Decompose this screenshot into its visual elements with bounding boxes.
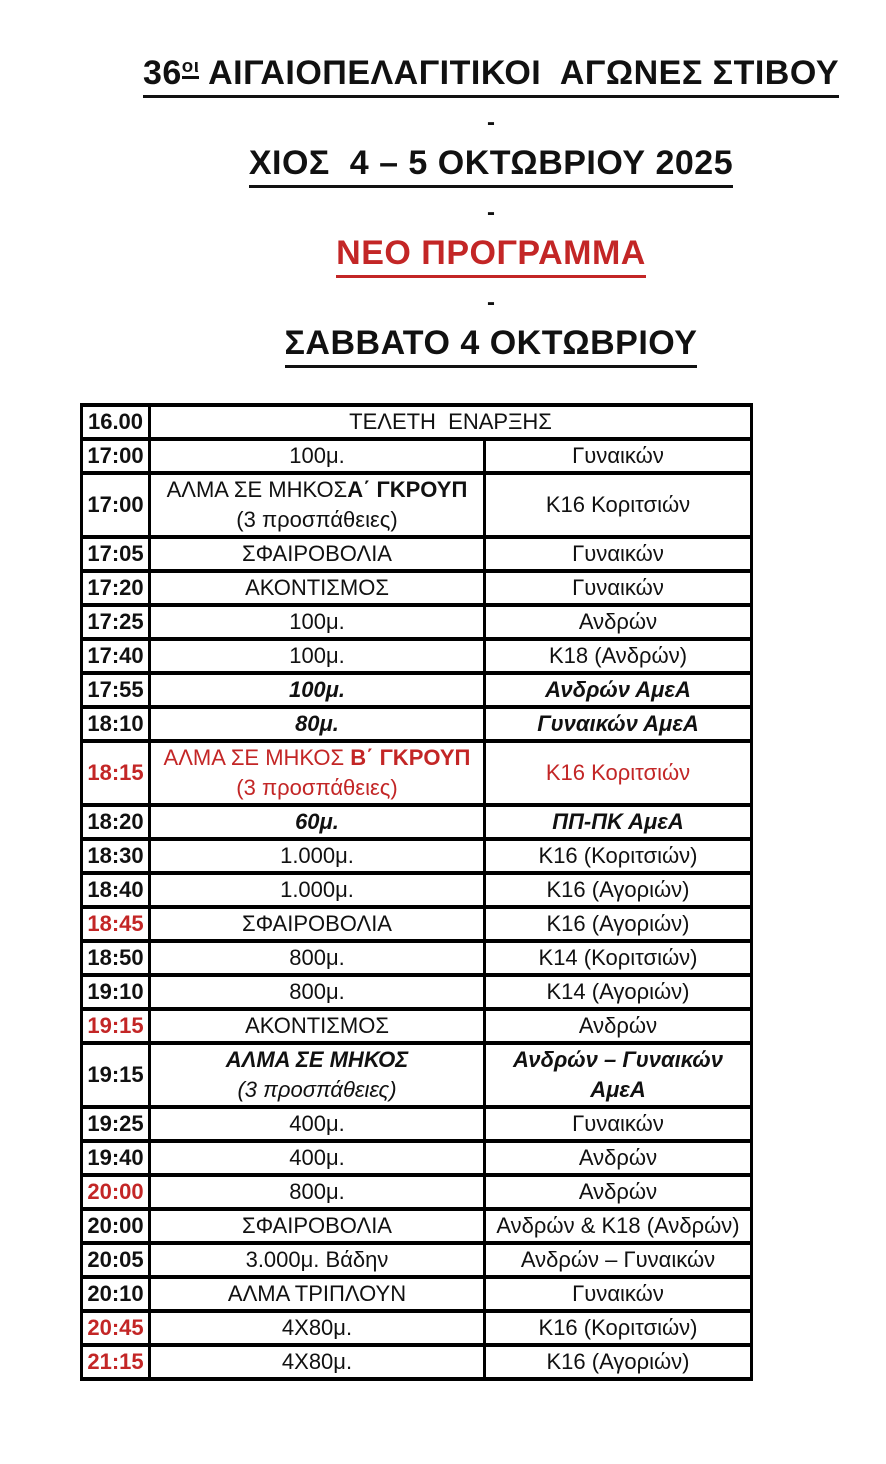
category-cell: Γυναικών [485, 439, 752, 473]
separator-dash: - [487, 109, 495, 137]
event-cell: 3.000μ. Βάδην [150, 1243, 485, 1277]
time-cell: 18:20 [82, 805, 150, 839]
event-cell: 100μ. [150, 439, 485, 473]
category-cell: Κ14 (Κοριτσιών) [485, 941, 752, 975]
table-row [82, 1107, 752, 1141]
subtitle-location-date: ΧΙΟΣ 4 – 5 ΟΚΤΩΒΡΙΟΥ 2025 [96, 144, 886, 183]
event-cell: ΑΛΜΑ ΣΕ ΜΗΚΟΣΑ΄ ΓΚΡΟΥΠ (3 προσπάθειες) [150, 473, 485, 537]
event-cell: ΑΛΜΑ ΣΕ ΜΗΚΟΣ (3 προσπάθειες) [150, 1043, 485, 1107]
time-cell: 18:50 [82, 941, 150, 975]
table-row [82, 473, 752, 537]
category-cell: ΠΠ-ΠΚ ΑμεΑ [485, 805, 752, 839]
event-cell: 400μ. [150, 1141, 485, 1175]
category-cell: Γυναικών [485, 1277, 752, 1311]
day-title: ΣΑΒΒΑΤΟ 4 ΟΚΤΩΒΡΙΟΥ [96, 324, 886, 363]
table-row [82, 571, 752, 605]
event-cell: ΣΦΑΙΡΟΒΟΛΙΑ [150, 1209, 485, 1243]
category-cell: Ανδρών [485, 605, 752, 639]
time-cell: 18:45 [82, 907, 150, 941]
time-cell: 19:15 [82, 1043, 150, 1107]
time-cell: 17:25 [82, 605, 150, 639]
category-cell: Ανδρών – Γυναικών [485, 1243, 752, 1277]
time-cell: 18:40 [82, 873, 150, 907]
event-cell: 80μ. [150, 707, 485, 741]
event-cell: 800μ. [150, 941, 485, 975]
time-cell: 18:15 [82, 741, 150, 805]
schedule-table [80, 403, 753, 1381]
category-cell: Κ14 (Αγοριών) [485, 975, 752, 1009]
event-cell: 800μ. [150, 1175, 485, 1209]
time-cell: 20:10 [82, 1277, 150, 1311]
table-row [82, 741, 752, 805]
event-cell: ΣΦΑΙΡΟΒΟΛΙΑ [150, 537, 485, 571]
category-cell: Γυναικών [485, 1107, 752, 1141]
event-cell: 400μ. [150, 1107, 485, 1141]
table-row [82, 873, 752, 907]
category-cell: Ανδρών [485, 1009, 752, 1043]
table-row [82, 1209, 752, 1243]
event-cell: 1.000μ. [150, 839, 485, 873]
event-cell: ΑΛΜΑ ΣΕ ΜΗΚΟΣ Β΄ ΓΚΡΟΥΠ (3 προσπάθειες) [150, 741, 485, 805]
event-cell: ΣΦΑΙΡΟΒΟΛΙΑ [150, 907, 485, 941]
time-cell: 17:00 [82, 473, 150, 537]
event-cell: 100μ. [150, 673, 485, 707]
table-row [82, 839, 752, 873]
category-cell: Κ16 (Αγοριών) [485, 873, 752, 907]
time-cell: 18:10 [82, 707, 150, 741]
category-cell: Κ16 (Κοριτσιών) [485, 839, 752, 873]
category-cell: Ανδρών – Γυναικών ΑμεΑ [485, 1043, 752, 1107]
time-cell: 19:15 [82, 1009, 150, 1043]
event-cell: 800μ. [150, 975, 485, 1009]
table-row [82, 907, 752, 941]
time-cell: 20:45 [82, 1311, 150, 1345]
time-cell: 17:40 [82, 639, 150, 673]
event-cell: 100μ. [150, 605, 485, 639]
title-number: 36 [142, 54, 182, 92]
category-cell: Γυναικών [485, 537, 752, 571]
table-row [82, 639, 752, 673]
category-cell: Κ16 (Αγοριών) [485, 907, 752, 941]
program-label: ΝΕΟ ΠΡΟΓΡΑΜΜΑ [96, 234, 886, 273]
category-cell: Γυναικών [485, 571, 752, 605]
time-cell: 17:55 [82, 673, 150, 707]
time-cell: 20:05 [82, 1243, 150, 1277]
table-row [82, 1277, 752, 1311]
table-row [82, 1345, 752, 1379]
page-title [96, 54, 886, 93]
table-row [82, 1141, 752, 1175]
table-row [82, 439, 752, 473]
schedule-table-body [82, 405, 752, 1379]
category-cell: Κ16 (Κοριτσιών) [485, 1311, 752, 1345]
event-cell: 60μ. [150, 805, 485, 839]
time-cell: 17:20 [82, 571, 150, 605]
table-row [82, 941, 752, 975]
table-row [82, 805, 752, 839]
table-row [82, 405, 752, 439]
time-cell: 20:00 [82, 1175, 150, 1209]
event-cell: 100μ. [150, 639, 485, 673]
event-cell: ΑΚΟΝΤΙΣΜΟΣ [150, 571, 485, 605]
table-row [82, 1043, 752, 1107]
event-cell: 4Χ80μ. [150, 1345, 485, 1379]
time-cell: 18:30 [82, 839, 150, 873]
table-row [82, 975, 752, 1009]
table-row [82, 707, 752, 741]
category-cell: Ανδρών [485, 1141, 752, 1175]
category-cell: Κ16 (Αγοριών) [485, 1345, 752, 1379]
table-row [82, 673, 752, 707]
time-cell: 17:00 [82, 439, 150, 473]
table-row [82, 605, 752, 639]
event-cell: ΑΛΜΑ ΤΡΙΠΛΟΥΝ [150, 1277, 485, 1311]
category-cell: Ανδρών ΑμεΑ [485, 673, 752, 707]
event-cell: ΤΕΛΕΤΗ ΕΝΑΡΞΗΣ [150, 405, 752, 439]
document-header [96, 0, 886, 363]
category-cell: Γυναικών ΑμεΑ [485, 707, 752, 741]
category-cell: Ανδρών [485, 1175, 752, 1209]
separator-dash: - [487, 199, 495, 227]
time-cell: 19:40 [82, 1141, 150, 1175]
event-cell: 4Χ80μ. [150, 1311, 485, 1345]
time-cell: 20:00 [82, 1209, 150, 1243]
category-cell: Κ16 Κοριτσιών [485, 741, 752, 805]
time-cell: 19:10 [82, 975, 150, 1009]
title-ordinal: οι [182, 55, 200, 79]
title-text: ΑΙΓΑΙΟΠΕΛΑΓΙΤΙΚΟΙ ΑΓΩΝΕΣ ΣΤΙΒΟΥ [199, 54, 840, 92]
separator-dash: - [487, 289, 495, 317]
table-row [82, 1175, 752, 1209]
event-cell: 1.000μ. [150, 873, 485, 907]
event-cell: ΑΚΟΝΤΙΣΜΟΣ [150, 1009, 485, 1043]
time-cell: 16.00 [82, 405, 150, 439]
table-row [82, 1243, 752, 1277]
category-cell: Κ16 Κοριτσιών [485, 473, 752, 537]
time-cell: 19:25 [82, 1107, 150, 1141]
table-row [82, 1009, 752, 1043]
category-cell: Ανδρών & Κ18 (Ανδρών) [485, 1209, 752, 1243]
time-cell: 17:05 [82, 537, 150, 571]
category-cell: Κ18 (Ανδρών) [485, 639, 752, 673]
table-row [82, 1311, 752, 1345]
time-cell: 21:15 [82, 1345, 150, 1379]
table-row [82, 537, 752, 571]
